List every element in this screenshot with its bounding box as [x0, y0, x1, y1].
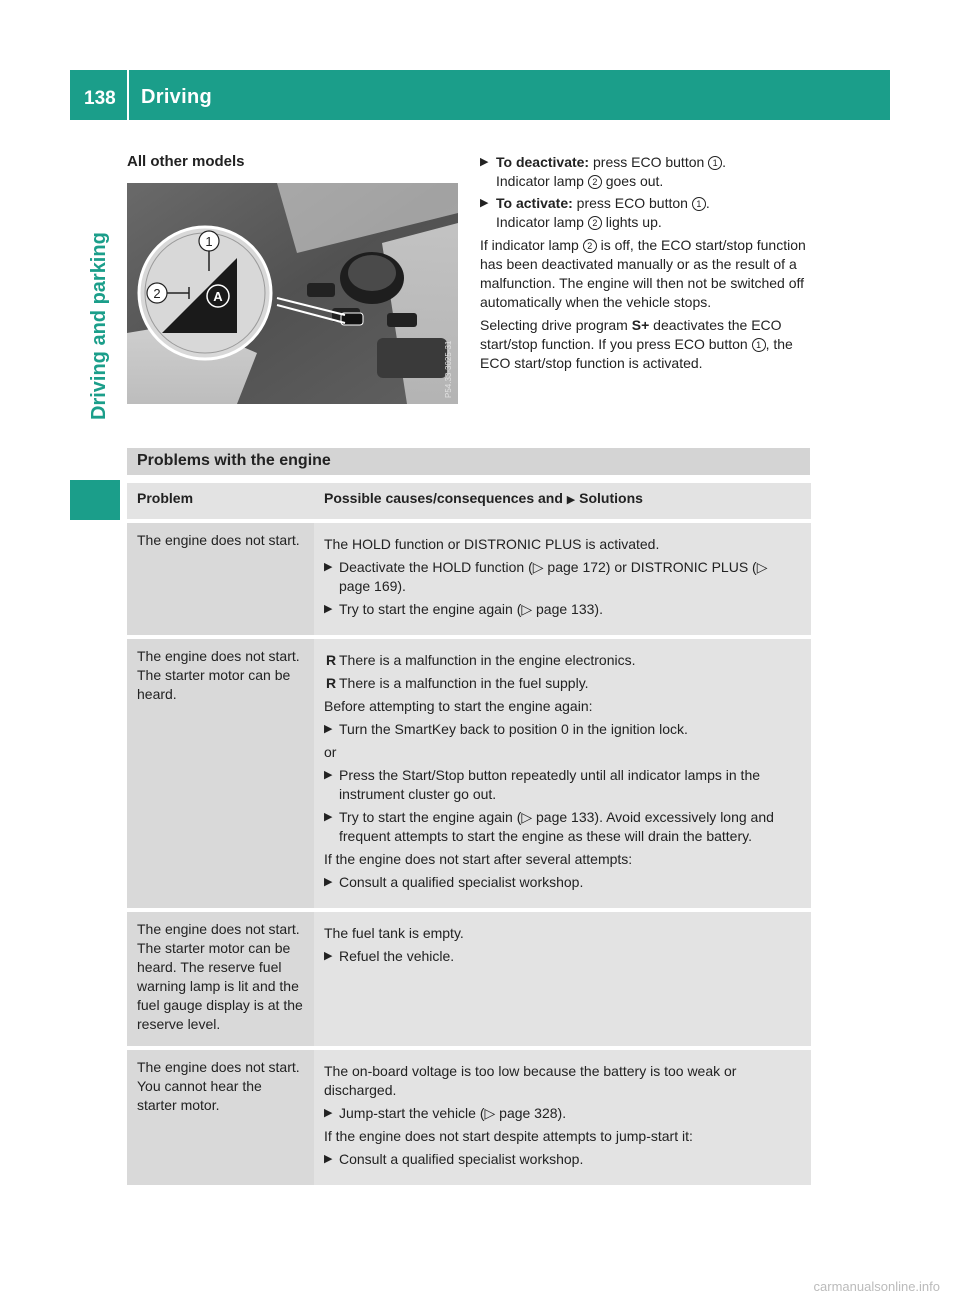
solution-text: The on-board voltage is too low because the battery is too weak or discharged. [324, 1063, 737, 1098]
step-arrow-icon: ▶ [324, 769, 333, 781]
callout-ref: 1 [708, 156, 722, 170]
para-text: deactivates the ECO start/stop function. If you press ECO button [480, 317, 782, 352]
solution-step [324, 1150, 801, 1169]
step-end: . [722, 154, 727, 170]
activate-step [480, 194, 812, 232]
chapter-title: Driving [141, 86, 212, 108]
bullet-icon: R [326, 652, 337, 668]
step-end: . [705, 195, 710, 211]
table-row [127, 1048, 811, 1187]
button-letter: A [213, 289, 223, 304]
solution-cell [314, 910, 811, 1048]
step-arrow-icon: ▶ [324, 1153, 333, 1165]
line-text: Refuel the vehicle. [339, 948, 455, 964]
para-text: , the ECO start/stop function is activated. [480, 336, 793, 371]
step-line2-end: goes out. [605, 173, 664, 189]
callout-ref: 2 [588, 216, 602, 230]
para-text: If indicator lamp [480, 237, 579, 253]
step-arrow-icon: ▶ [324, 876, 333, 888]
figure-code: P54.33-3025-31 [444, 340, 453, 398]
solution-text: or [324, 744, 337, 760]
callout-ref: 2 [583, 239, 597, 253]
table-title-bar [127, 448, 810, 475]
solution-step [324, 1104, 801, 1123]
line-text: Turn the SmartKey back to position 0 in the ignition lock. [339, 721, 688, 737]
step-arrow-icon: ▶ [324, 561, 333, 573]
problems-table [127, 483, 811, 1189]
step-arrow-icon: ▶ [480, 156, 489, 168]
step-arrow-icon: ▶ [566, 494, 576, 506]
line-text: There is a malfunction in the engine electronics. [339, 652, 636, 668]
table-row [127, 521, 811, 637]
step-arrow-icon: ▶ [324, 1107, 333, 1119]
section-heading: All other models [127, 153, 245, 170]
drive-program-label: S+ [631, 317, 650, 333]
column-header-solutions [314, 483, 811, 521]
para-text: is off, the ECO start/stop function has been deactivated manually or as the result of a malfunction. The engine will then not be switched off automatically when the vehicle stops. [480, 237, 806, 310]
step-arrow-icon: ▶ [324, 950, 333, 962]
line-text: Jump-start the vehicle (▷ page 328). [339, 1105, 567, 1121]
line-text: Consult a qualified specialist workshop. [339, 874, 584, 890]
column-header-text: Possible causes/consequences and [324, 490, 563, 506]
column-header-text: Solutions [579, 490, 643, 506]
solution-text: If the engine does not start after several attempts: [324, 851, 633, 867]
solution-cell [314, 521, 811, 637]
solution-cell [314, 637, 811, 910]
callout-ref: 2 [588, 175, 602, 189]
eco-instructions [480, 153, 812, 377]
solution-text: The fuel tank is empty. [324, 925, 464, 941]
header-divider [127, 70, 129, 120]
line-text: Consult a qualified specialist workshop. [339, 1151, 584, 1167]
step-arrow-icon: ▶ [324, 603, 333, 615]
problem-cell: The engine does not start. [127, 521, 314, 637]
line-text: Try to start the engine again (▷ page 133). [339, 601, 603, 617]
solution-text: Before attempting to start the engine again: [324, 698, 593, 714]
side-tab-marker [70, 480, 120, 520]
cause-bullet [324, 651, 801, 670]
solution-step [324, 558, 801, 596]
line-text: There is a malfunction in the fuel supply. [339, 675, 589, 691]
solution-cell [314, 1048, 811, 1187]
watermark: carmanualsonline.info [813, 1279, 940, 1294]
line-text: Deactivate the HOLD function (▷ page 172) or DISTRONIC PLUS (▷ page 169). [339, 559, 768, 594]
step-text: press ECO button [576, 195, 688, 211]
step-line2: Indicator lamp [496, 214, 584, 230]
solution-step [324, 720, 801, 739]
line-text: Press the Start/Stop button repeatedly until all indicator lamps in the instrument cluster go out. [339, 767, 761, 802]
eco-button-photo [127, 183, 458, 404]
drive-program-paragraph [480, 316, 812, 373]
cause-bullet [324, 674, 801, 693]
side-section-label: Driving and parking [88, 232, 110, 420]
step-line2: Indicator lamp [496, 173, 584, 189]
para-text: Selecting drive program [480, 317, 628, 333]
table-header-row [127, 483, 811, 521]
bullet-icon: R [326, 675, 337, 691]
solution-text: If the engine does not start despite attempts to jump-start it: [324, 1128, 693, 1144]
solution-step [324, 808, 801, 846]
column-header-problem: Problem [127, 483, 314, 521]
step-text: press ECO button [593, 154, 705, 170]
solution-step [324, 873, 801, 892]
callout-1: 1 [205, 234, 213, 249]
problem-cell: The engine does not start. The starter motor can be heard. [127, 637, 314, 910]
indicator-paragraph [480, 236, 812, 312]
solution-text: The HOLD function or DISTRONIC PLUS is activated. [324, 536, 660, 552]
solution-step [324, 600, 801, 619]
step-line2-end: lights up. [605, 214, 662, 230]
step-arrow-icon: ▶ [324, 811, 333, 823]
step-arrow-icon: ▶ [480, 197, 489, 209]
solution-step [324, 766, 801, 804]
deactivate-step [480, 153, 812, 191]
table-title: Problems with the engine [137, 452, 331, 469]
callout-ref: 1 [752, 338, 766, 352]
callout-2: 2 [153, 286, 161, 301]
page-number: 138 [84, 88, 116, 109]
callout-ref: 1 [692, 197, 706, 211]
step-arrow-icon: ▶ [324, 723, 333, 735]
table-row [127, 910, 811, 1048]
problem-cell: The engine does not start. You cannot hear the starter motor. [127, 1048, 314, 1187]
step-lead: To deactivate: [496, 154, 590, 170]
solution-step [324, 947, 801, 966]
step-lead: To activate: [496, 195, 573, 211]
table-row [127, 637, 811, 910]
problem-cell: The engine does not start. The starter motor can be heard. The reserve fuel warning lamp is lit and the fuel gauge display is at the reserve level. [127, 910, 314, 1048]
line-text: Try to start the engine again (▷ page 133). Avoid excessively long and frequent attempts to start the engine as these will drain the battery. [339, 809, 774, 844]
